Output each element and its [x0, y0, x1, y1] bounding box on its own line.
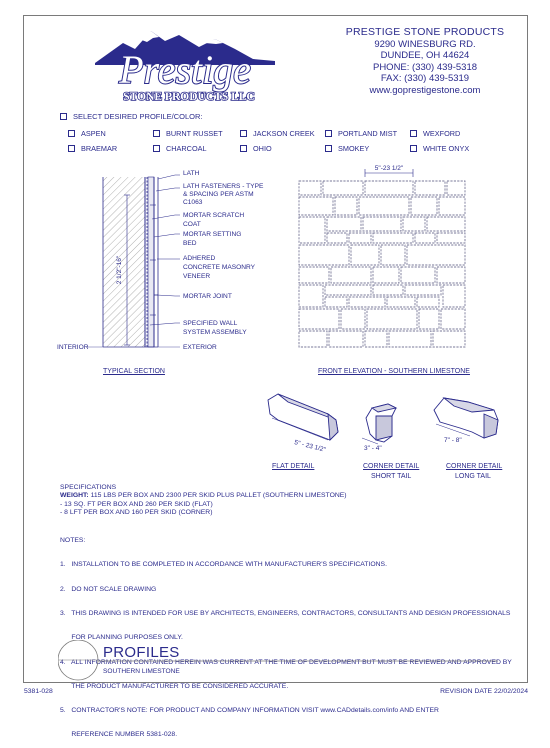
section-label-mortar-joint: MORTAR JOINT — [183, 293, 232, 300]
option-charcoal[interactable]: CHARCOAL — [153, 144, 207, 153]
specifications-heading: SPECIFICATIONS — [60, 484, 117, 491]
checkbox-icon[interactable] — [325, 145, 332, 152]
company-address-line2: DUNDEE, OH 44624 — [380, 50, 470, 61]
section-label-scratch-coat: MORTAR SCRATCH — [183, 212, 245, 219]
spec-line-flat: - 13 SQ. FT PER BOX AND 260 PER SKID (FLAT) — [60, 500, 213, 508]
company-fax: FAX: (330) 439-5319 — [380, 73, 470, 84]
checkbox-icon[interactable] — [68, 130, 75, 137]
long-corner-caption: CORNER DETAIL — [446, 463, 503, 470]
typical-section-caption: TYPICAL SECTION — [103, 368, 165, 375]
section-label-fasteners: LATH FASTENERS - TYPE — [183, 183, 264, 190]
note-1: 1. INSTALLATION TO BE COMPLETED IN ACCORDANCE WITH MANUFACTURER'S SPECIFICATIONS. — [60, 561, 387, 569]
checkbox-icon[interactable] — [153, 130, 160, 137]
short-tail-dimension: 3" - 4" — [364, 445, 382, 452]
checkbox-icon[interactable] — [410, 145, 417, 152]
section-label-wall-system: SPECIFIED WALL — [183, 320, 238, 327]
section-label-veneer-3: VENEER — [183, 273, 211, 280]
section-label-veneer-2: CONCRETE MASONRY — [183, 264, 256, 271]
checkbox-icon[interactable] — [68, 145, 75, 152]
section-label-wall-system-2: SYSTEM ASSEMBLY — [183, 329, 247, 336]
option-braemar[interactable]: BRAEMAR — [68, 144, 117, 153]
front-elevation-caption: FRONT ELEVATION - SOUTHERN LIMESTONE — [318, 368, 470, 375]
section-label-lath: LATH — [183, 170, 200, 177]
long-tail-dimension: 7" - 8" — [444, 437, 462, 444]
note-4-cont: THE PRODUCT MANUFACTURER TO BE CONSIDERED ACCURATE. — [60, 682, 289, 690]
section-label-setting-bed-2: BED — [183, 240, 197, 247]
logo-tagline: STONE PRODUCTS LLC — [123, 91, 255, 103]
weight-text: 115 LBS PER BOX AND 2300 PER SKID PLUS PALLET (SOUTHERN LIMESTONE) — [90, 492, 347, 500]
company-phone: PHONE: (330) 439-5318 — [372, 61, 478, 73]
section-label-setting-bed: MORTAR SETTING — [183, 231, 242, 238]
revision-date: REVISION DATE 22/02/2024 — [440, 688, 528, 695]
checkbox-icon[interactable] — [240, 130, 247, 137]
section-label-fasteners-3: C1063 — [183, 199, 203, 206]
company-info — [330, 27, 520, 96]
front-elevation-drawing — [293, 165, 473, 355]
select-checkbox[interactable] — [60, 113, 67, 120]
drawing-title: PROFILES — [103, 644, 180, 661]
interior-label: INTERIOR — [57, 344, 89, 351]
section-label-scratch-coat-2: COAT — [183, 221, 201, 228]
select-profile-label: SELECT DESIRED PROFILE/COLOR: — [60, 112, 202, 121]
section-label-fasteners-2: & SPACING PER ASTM — [183, 191, 254, 198]
checkbox-icon[interactable] — [153, 145, 160, 152]
note-3: 3. THIS DRAWING IS INTENDED FOR USE BY ARCHITECTS, ENGINEERS, CONTRACTORS, CONSULTANTS AND DESIGN PROFESSIONALS — [60, 610, 511, 618]
section-dimension: 2 1/2"-16" — [116, 255, 123, 285]
exterior-label: EXTERIOR — [183, 344, 217, 351]
specifications — [60, 484, 510, 517]
note-5: 5. CONTRACTOR'S NOTE: FOR PRODUCT AND COMPANY INFORMATION VISIT www.CADdetails.com/info AND ENTER — [60, 707, 439, 715]
checkbox-icon[interactable] — [410, 130, 417, 137]
option-aspen[interactable]: ASPEN — [68, 129, 106, 138]
option-white-onyx[interactable]: WHITE ONYX — [410, 144, 469, 153]
notes-heading: NOTES: — [60, 537, 86, 545]
footer-strip — [0, 688, 550, 700]
note-2: 2. DO NOT SCALE DRAWING — [60, 585, 157, 593]
short-corner-caption: CORNER DETAIL — [363, 463, 420, 470]
option-ohio[interactable]: OHIO — [240, 144, 272, 153]
reference-number: 5381-028 — [24, 688, 53, 695]
option-burnt-russet[interactable]: BURNT RUSSET — [153, 129, 223, 138]
section-label-veneer: ADHERED — [183, 255, 216, 262]
note-3-cont: FOR PLANNING PURPOSES ONLY. — [60, 634, 183, 642]
stone-details-drawing — [258, 390, 508, 460]
option-smokey[interactable]: SMOKEY — [325, 144, 369, 153]
logo-wordmark: Prestige — [119, 47, 251, 92]
note-5-cont: REFERENCE NUMBER 5381-028. — [60, 731, 178, 739]
elevation-dimension: 5"-23 1/2" — [374, 165, 404, 172]
notes — [60, 521, 520, 748]
checkbox-icon[interactable] — [240, 145, 247, 152]
weight-line — [60, 492, 510, 500]
short-tail-label: SHORT TAIL — [371, 473, 412, 480]
company-website[interactable]: www.goprestigestone.com — [369, 84, 481, 96]
checkbox-icon[interactable] — [325, 130, 332, 137]
drawing-subtitle: SOUTHERN LIMESTONE — [103, 668, 180, 675]
weight-label: WEIGHT: — [60, 492, 89, 500]
option-wexford[interactable]: WEXFORD — [410, 129, 460, 138]
company-name: PRESTIGE STONE PRODUCTS — [345, 26, 505, 38]
flat-detail-caption: FLAT DETAIL — [272, 463, 315, 470]
note-4: 4. ALL INFORMATION CONTAINED HEREIN WAS CURRENT AT THE TIME OF DEVELOPMENT BUT MUST BE REVIEWED AND APPROVED BY — [60, 658, 512, 666]
option-jackson-creek[interactable]: JACKSON CREEK — [240, 129, 315, 138]
flat-detail-dimension: 5" - 23 1/2" — [293, 439, 327, 454]
spec-line-corner: - 8 LFT PER BOX AND 160 PER SKID (CORNER) — [60, 508, 213, 516]
option-portland-mist[interactable]: PORTLAND MIST — [325, 129, 397, 138]
prestige-logo — [95, 25, 275, 103]
wall-hatch — [103, 177, 145, 347]
company-address-line1: 9290 WINESBURG RD. — [374, 38, 476, 50]
long-tail-label: LONG TAIL — [455, 473, 491, 480]
